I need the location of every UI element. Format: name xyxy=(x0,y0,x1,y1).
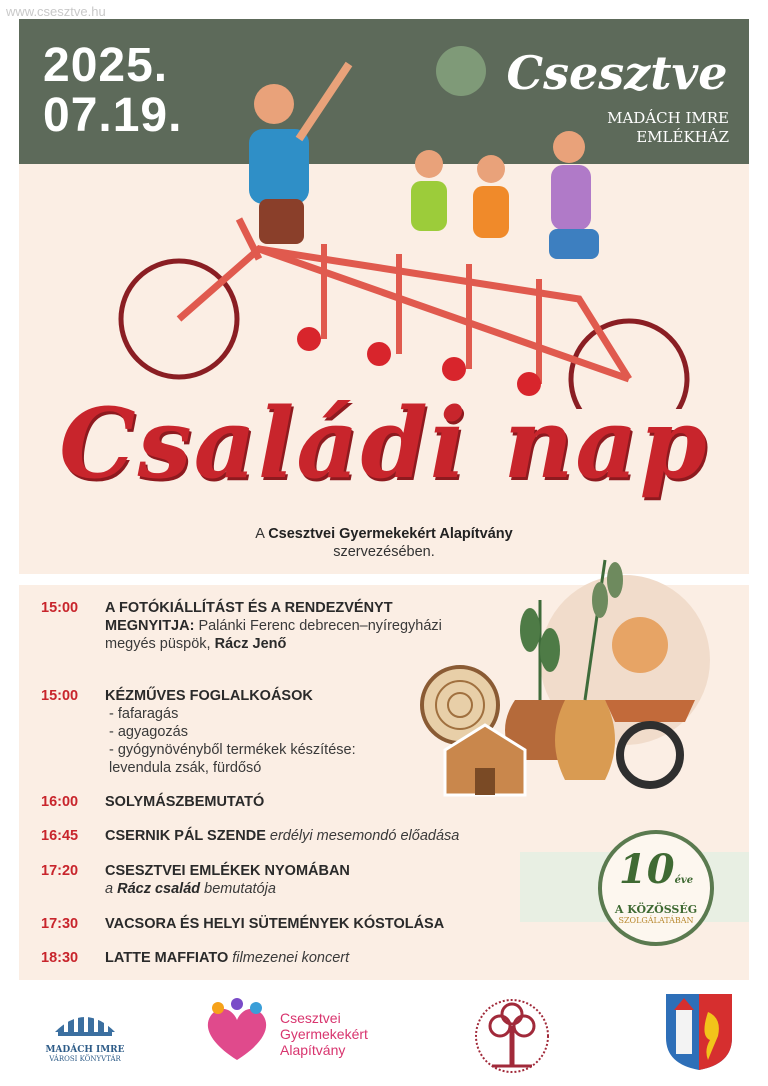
library-logo xyxy=(40,1002,130,1063)
program-desc xyxy=(105,949,575,967)
heart-people-icon xyxy=(200,998,275,1068)
program-time: 15:00 xyxy=(41,600,79,616)
coat-of-arms-icon xyxy=(664,992,734,1072)
program-bold: CSERNIK PÁL SZENDE xyxy=(105,828,266,844)
sponsor-logos xyxy=(0,990,768,1086)
date-line-1: 2025. xyxy=(43,39,169,92)
anniversary-badge xyxy=(598,830,714,946)
program-subline: - fafaragás xyxy=(109,706,179,722)
craft-decoration xyxy=(405,540,745,810)
foundation-line-1: Csesztvei xyxy=(280,1010,341,1026)
program-bold: VACSORA ÉS HELYI SÜTEMÉNYEK KÓSTOLÁSA xyxy=(105,916,445,932)
badge-number: 10 xyxy=(618,846,675,893)
venue-line-1: MADÁCH IMRE xyxy=(607,109,729,127)
program-text: a xyxy=(105,881,118,897)
program-desc xyxy=(105,862,465,898)
program-subline: - gyógynövényből termékek készítése: xyxy=(109,742,356,758)
date-line-2: 07.19. xyxy=(43,89,183,142)
event-title: Családi nap xyxy=(59,387,709,500)
program-time: 16:45 xyxy=(41,828,79,844)
foundation-logo xyxy=(200,998,368,1073)
program-desc xyxy=(105,915,575,933)
program-text: filmezenei koncert xyxy=(228,950,350,966)
program-bold-2: Rácz család xyxy=(117,881,201,897)
program-bold: A FOTÓKIÁLLÍTÁST ÉS A RENDEZVÉNYT MEGNYITJA: xyxy=(105,600,393,634)
tandem-bike-illustration xyxy=(109,49,709,409)
program-bold: LATTE MAFFIATO xyxy=(105,950,229,966)
program-subline: levendula zsák, fürdősó xyxy=(109,760,262,776)
program-time: 16:00 xyxy=(41,794,79,810)
library-line-1: MADÁCH IMRE xyxy=(45,1045,125,1055)
venue-line-2: EMLÉKHÁZ xyxy=(636,128,729,146)
poster-header xyxy=(19,19,749,574)
organizer-suffix: szervezésében. xyxy=(333,544,435,560)
library-line-2: VÁROSI KÖNYVTÁR xyxy=(49,1055,121,1063)
program-time: 18:30 xyxy=(41,950,79,966)
organizer-name: Csesztvei Gyermekekért Alapítvány xyxy=(268,526,513,542)
program-bold-2: Rácz Jenő xyxy=(214,636,287,652)
badge-small: éve xyxy=(674,875,694,886)
organizer-prefix: A xyxy=(255,526,269,542)
program-text: erdélyi mesemondó előadása xyxy=(265,828,460,844)
program-time: 17:30 xyxy=(41,916,79,932)
library-building-icon xyxy=(50,1002,120,1040)
program-bold: CSESZTVEI EMLÉKEK NYOMÁBAN xyxy=(105,863,350,879)
badge-line-2: SZOLGÁLATÁBAN xyxy=(618,916,694,925)
watermark: www.csesztve.hu xyxy=(6,4,106,19)
badge-line-1: A KÖZÖSSÉG xyxy=(614,903,698,916)
program-time: 17:20 xyxy=(41,863,79,879)
program-subline: - agyagozás xyxy=(109,724,188,740)
tree-seal-icon xyxy=(470,996,554,1076)
program-bold: SOLYMÁSZBEMUTATÓ xyxy=(105,794,265,810)
program-text: Palánki Ferenc debrecen–nyíregyházi megyés püspök, xyxy=(105,618,442,652)
brand-title: Csesztve xyxy=(506,46,728,100)
program-text-2: bemutatója xyxy=(200,881,276,897)
program-bold: KÉZMŰVES FOGLALKOÁSOK xyxy=(105,688,313,704)
program-time: 15:00 xyxy=(41,688,79,704)
program-desc xyxy=(105,827,575,845)
foundation-line-2: Gyermekekért xyxy=(280,1026,368,1042)
foundation-line-3: Alapítvány xyxy=(280,1042,346,1058)
